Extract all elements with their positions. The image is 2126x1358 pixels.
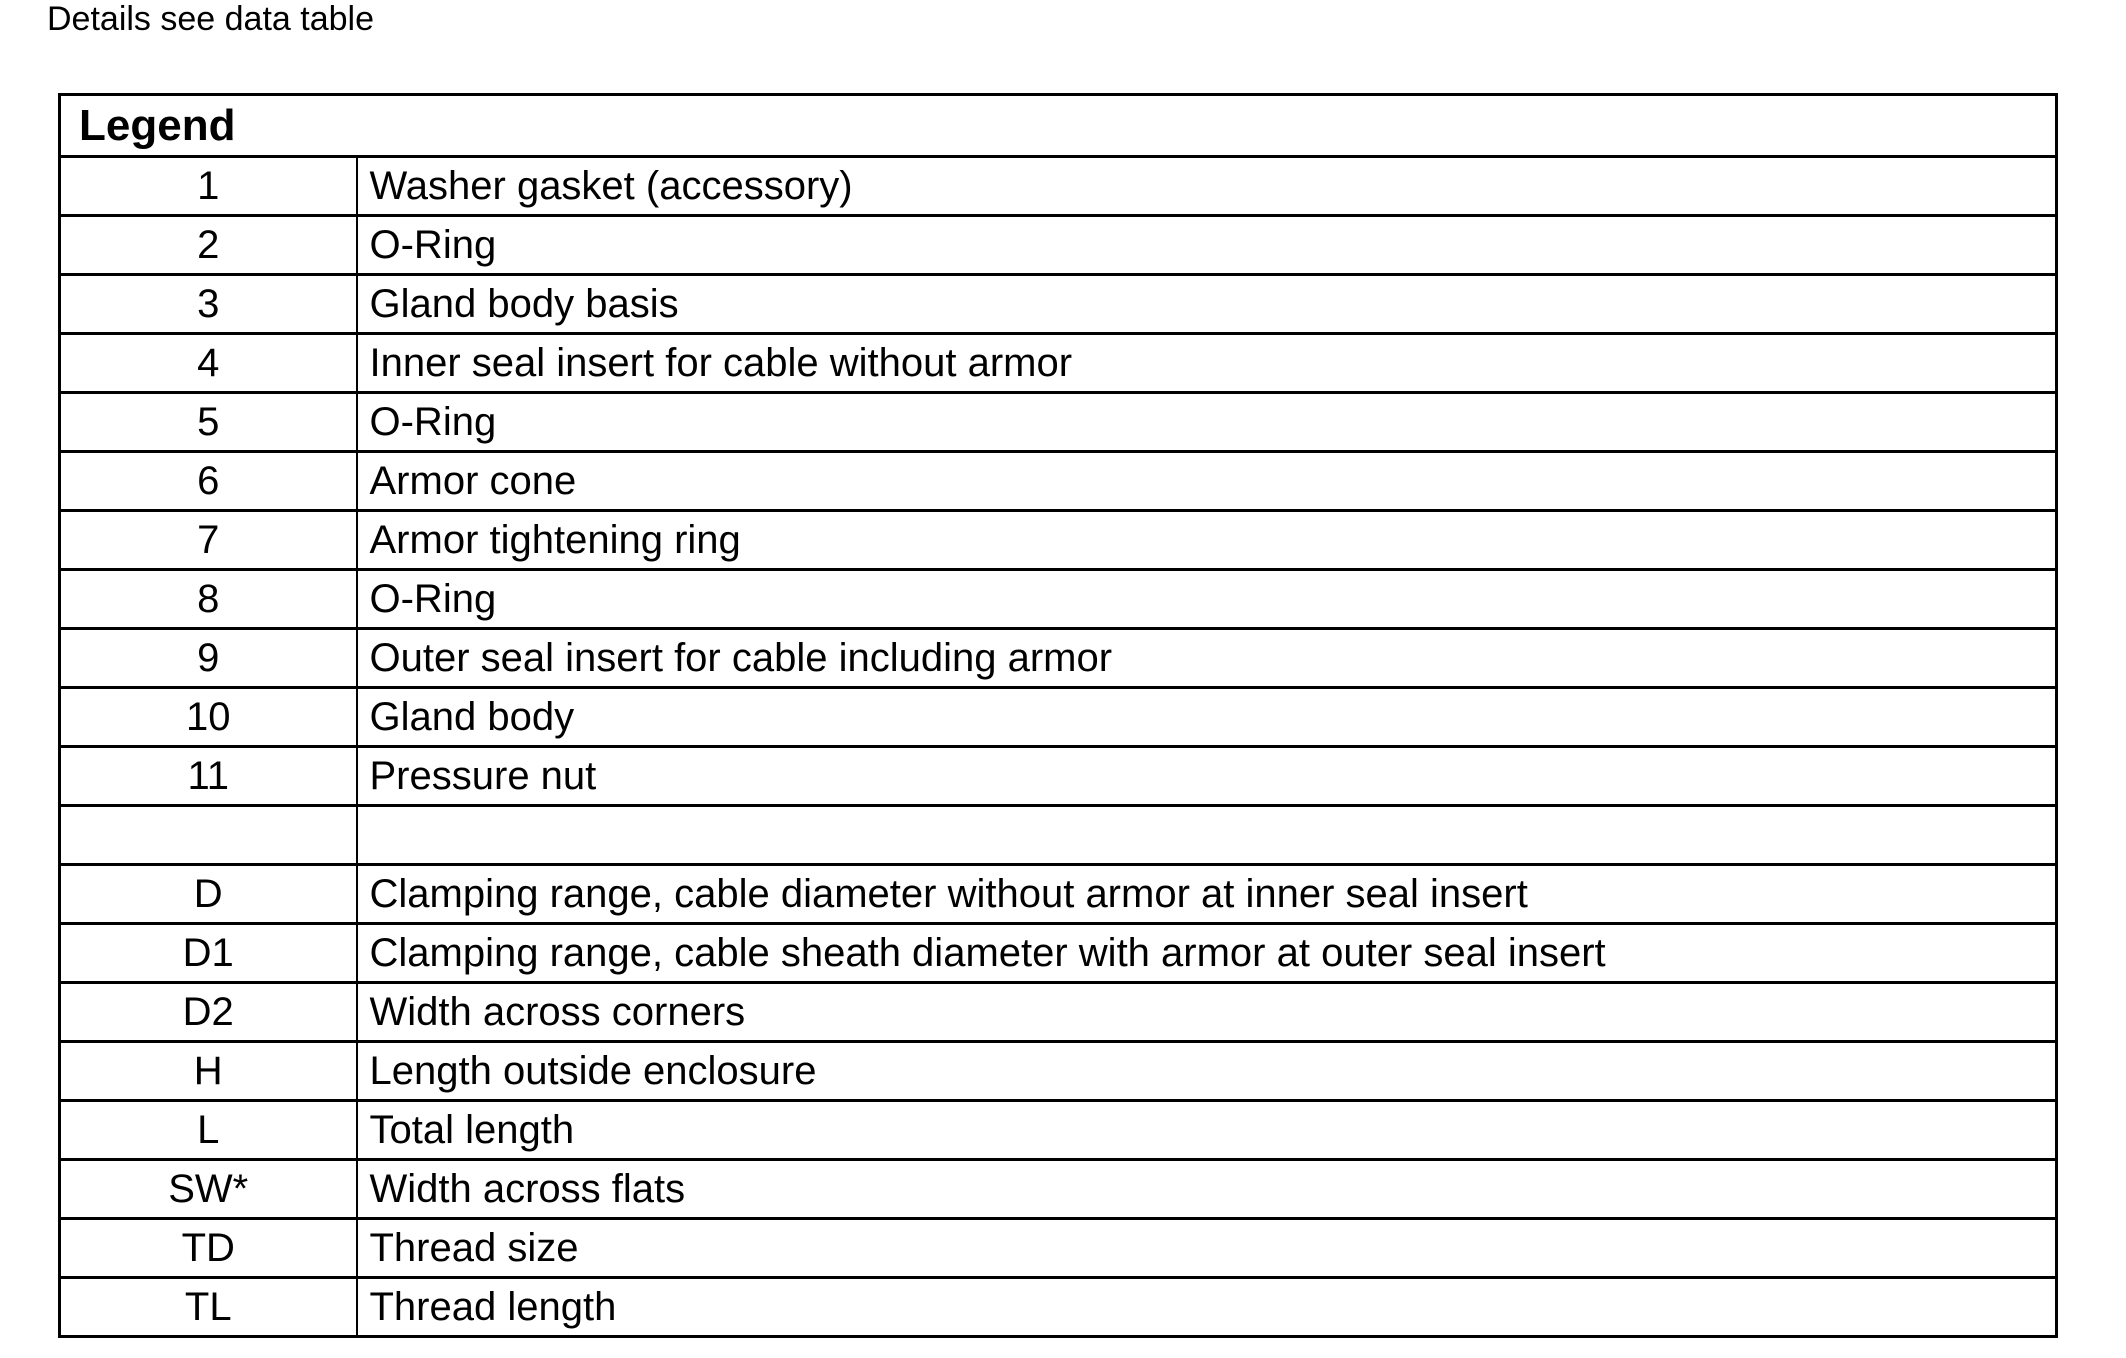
legend-description-cell: Gland body basis bbox=[357, 275, 2057, 334]
legend-key-cell: 10 bbox=[60, 688, 357, 747]
legend-key-cell: 6 bbox=[60, 452, 357, 511]
legend-key-cell: TL bbox=[60, 1278, 357, 1337]
legend-key-cell: 7 bbox=[60, 511, 357, 570]
legend-key-cell: SW* bbox=[60, 1160, 357, 1219]
legend-description-cell: Total length bbox=[357, 1101, 2057, 1160]
table-row bbox=[60, 157, 2057, 216]
legend-description-cell: O-Ring bbox=[357, 393, 2057, 452]
legend-key-cell: D1 bbox=[60, 924, 357, 983]
legend-description-cell: Pressure nut bbox=[357, 747, 2057, 806]
table-row bbox=[60, 393, 2057, 452]
table-row bbox=[60, 924, 2057, 983]
table-row bbox=[60, 511, 2057, 570]
table-row bbox=[60, 865, 2057, 924]
legend-key-cell: 3 bbox=[60, 275, 357, 334]
legend-key-cell: 1 bbox=[60, 157, 357, 216]
details-note: Details see data table bbox=[47, 0, 374, 38]
legend-header-row bbox=[60, 95, 2057, 157]
legend-key-cell: 2 bbox=[60, 216, 357, 275]
legend-key-cell: 8 bbox=[60, 570, 357, 629]
legend-table-title: Legend bbox=[79, 100, 236, 150]
legend-description-cell: Armor tightening ring bbox=[357, 511, 2057, 570]
legend-key-cell: D bbox=[60, 865, 357, 924]
legend-description-cell: Gland body bbox=[357, 688, 2057, 747]
table-row bbox=[60, 747, 2057, 806]
table-row bbox=[60, 1160, 2057, 1219]
legend-description-cell: Armor cone bbox=[357, 452, 2057, 511]
legend-description-cell: Washer gasket (accessory) bbox=[357, 157, 2057, 216]
legend-table-body bbox=[60, 157, 2057, 1337]
table-row bbox=[60, 1219, 2057, 1278]
table-row bbox=[60, 1101, 2057, 1160]
legend-key-cell: 11 bbox=[60, 747, 357, 806]
legend-description-cell: Clamping range, cable sheath diameter with armor at outer seal insert bbox=[357, 924, 2057, 983]
table-row bbox=[60, 275, 2057, 334]
legend-description-cell: Width across flats bbox=[357, 1160, 2057, 1219]
legend-description-cell: O-Ring bbox=[357, 570, 2057, 629]
legend-description-cell: Inner seal insert for cable without armor bbox=[357, 334, 2057, 393]
legend-table bbox=[58, 93, 2058, 1338]
table-row bbox=[60, 983, 2057, 1042]
legend-description-cell: Outer seal insert for cable including armor bbox=[357, 629, 2057, 688]
legend-description-cell: Length outside enclosure bbox=[357, 1042, 2057, 1101]
table-row bbox=[60, 570, 2057, 629]
table-row bbox=[60, 1278, 2057, 1337]
table-row bbox=[60, 216, 2057, 275]
legend-description-cell: Thread size bbox=[357, 1219, 2057, 1278]
legend-key-cell: 5 bbox=[60, 393, 357, 452]
legend-description-cell: Thread length bbox=[357, 1278, 2057, 1337]
table-row bbox=[60, 1042, 2057, 1101]
table-row bbox=[60, 334, 2057, 393]
legend-key-cell: L bbox=[60, 1101, 357, 1160]
legend-key-cell: H bbox=[60, 1042, 357, 1101]
table-row bbox=[60, 452, 2057, 511]
legend-key-cell: 4 bbox=[60, 334, 357, 393]
table-row bbox=[60, 688, 2057, 747]
legend-description-cell: Clamping range, cable diameter without armor at inner seal insert bbox=[357, 865, 2057, 924]
table-row bbox=[60, 629, 2057, 688]
legend-description-cell: O-Ring bbox=[357, 216, 2057, 275]
legend-key-cell bbox=[60, 806, 357, 865]
legend-description-cell: Width across corners bbox=[357, 983, 2057, 1042]
legend-key-cell: 9 bbox=[60, 629, 357, 688]
legend-key-cell: D2 bbox=[60, 983, 357, 1042]
legend-key-cell: TD bbox=[60, 1219, 357, 1278]
table-row bbox=[60, 806, 2057, 865]
legend-description-cell bbox=[357, 806, 2057, 865]
